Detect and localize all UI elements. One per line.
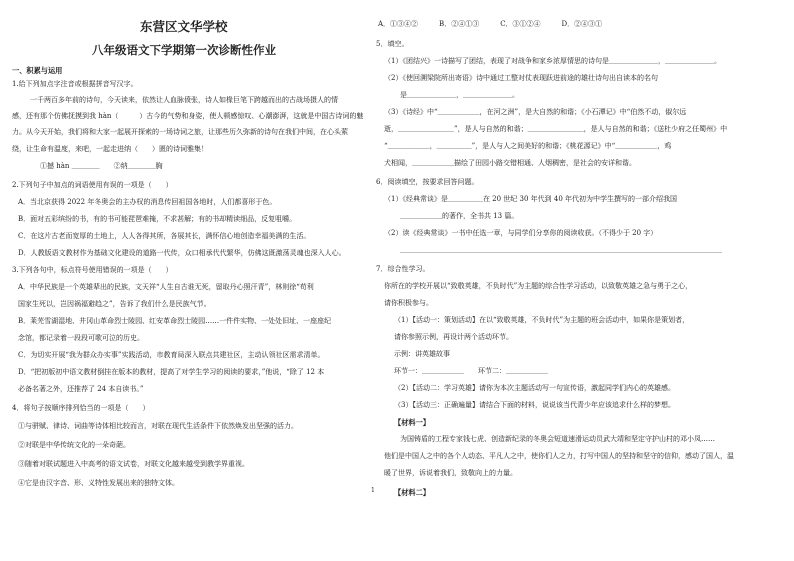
left-q3A: A．中华民族是一个英雄辈出的民族，文天祥“人生自古谁无死，留取丹心照汗青”，林则徐“苟利 bbox=[18, 283, 314, 291]
left-q2C: C．在这片古老而宽厚的土地上，人人各得其所，各展其长，满怀信心地创造幸福美满的生活。 bbox=[18, 232, 311, 240]
right-m1: 【材料一】 bbox=[394, 418, 430, 427]
left-q4: 4．将句子按顺序排列恰当的一项是（ ） bbox=[12, 404, 150, 412]
right-q7b: 请你积极参与。 bbox=[384, 299, 433, 307]
right-q5: 5．填空。 bbox=[376, 40, 409, 48]
right-q6a: （1）《经典常谈》是＿＿＿＿＿在 20 世纪 30 年代到 40 年代初为中学生撰写的一部介绍我国 bbox=[384, 195, 678, 203]
left-p3: 力。从今天开始，我们将和大家一起展开探索的一场诗词之旅，让那些历久弥新的诗句在我们中间，在心头萦 bbox=[12, 128, 348, 136]
page-number: 1 bbox=[371, 487, 375, 494]
left-q4b: ②对联是中华传统文化的一朵奇葩。 bbox=[18, 441, 130, 449]
school-title: 东营区文华学校 bbox=[140, 19, 228, 34]
right-q5b: （2）《使回溯梁院所出寄语》诗中通过工整对仗表现跃进前途的雄壮诗句出自读本的名句 bbox=[384, 74, 658, 82]
right-q7d: 请你参照示例，再设计两个活动环节。 bbox=[394, 333, 513, 341]
left-p2: 感，还有那个仿佛抚摸到我 hàn（ ）古今的气势和身姿，使人顿感惊叹、心潮澎湃，这就是中国古诗词的魅 bbox=[12, 112, 364, 120]
right-q5d: （3）《诗经》中“＿＿＿＿＿＿，在河之洲”，是大自然的和谐；《小石潭记》中“伯然不动，俶尔远 bbox=[384, 108, 687, 116]
right-q6: 6．阅读填空，按要求回答问题。 bbox=[376, 178, 479, 186]
left-q2B: B．面对五彩缤纷的书，有的书可能琵琶难掩，不求甚解；有的书却精读细品，反复咀嚼。 bbox=[18, 215, 297, 223]
left-q3D2: 必备名著之外，还推荐了 24 本自读书。” bbox=[18, 385, 144, 393]
left-q2: 2.下列句子中加点的词语使用有误的一项是（ ） bbox=[12, 181, 173, 189]
left-p1: 一千两百多年前的诗句，今天读来，依然让人血脉偾张，诗人如椽巨笔下跨越而出的古战场摄人的情 bbox=[30, 96, 338, 104]
left-q3B: B．莱芜雪湖湿地、井冈山革命烈士陵园、红安革命烈士陵园……一件件实物、一处处旧址、一座座纪 bbox=[18, 317, 332, 325]
right-q5e: 逝，＿＿＿＿＿＿＿＿”，是人与自然的和谐；＿＿＿＿＿＿＿＿，是人与自然的和谐；《送杜少府之任蜀州》中 bbox=[384, 125, 728, 133]
right-m1a: 为国铸盾的工程专家钱七虎、创造新纪录的冬奥会短道速滑运动员武大靖和坚定守护山村的邓小凤…… bbox=[400, 435, 715, 443]
right-q7h: （3）【活动三：正确遍量】请结合下面的材料，说说该当代青少年应该追求什么样的梦想。 bbox=[394, 401, 675, 409]
right-q6c: （2）读《经典常谈》一书中任选一章，与同学们分享你的阅读收获。（不得少于 20 字） bbox=[384, 229, 658, 237]
right-q7e: 示例：讲英雄故事 bbox=[394, 350, 450, 358]
right-q5f: “＿＿＿＿＿＿，＿＿＿＿＿”，是人与人之间美好的和谐；《桃花源记》中“＿＿＿＿＿＿，鸡 bbox=[384, 142, 672, 150]
left-q2D: D．人教版语文教材作为基础文化建设的道路一代传，众口相承代代繁华，仿佛这既激荡灵魂也深入人心。 bbox=[18, 249, 346, 257]
right-q7c: （1）【活动一：策划活动】在以“致敬英雄，不负时代”为主题的班会活动中，如果你是策划者， bbox=[394, 316, 690, 324]
right-m2: 【材料二】 bbox=[394, 488, 430, 497]
left-q1a: ①撼 hàn ＿＿＿＿ ②纳＿＿＿＿胸 bbox=[40, 162, 163, 170]
right-r4opts: A．①③④② B．②④①③ C．③①②④ D．②④③① bbox=[378, 20, 603, 28]
left-q4a: ①与骈赋、律诗、词曲等诗体相比较而言，对联在现代生活条件下依然焕发出坚强的活力。 bbox=[18, 422, 298, 430]
right-q7f: 环节一：＿＿＿＿＿＿ 环节二：＿＿＿＿＿＿ bbox=[394, 367, 548, 375]
right-m1c: 暖了世界，诉说着我们，致敬向上的力量。 bbox=[384, 469, 517, 477]
left-p4: 绕，让生命有温度，来吧，一起走进纳（ ）匮的诗词雅集！ bbox=[12, 145, 208, 153]
left-q3C: C．为切实开展“我为群众办实事”实践活动，市教育局深入联点共建社区，主动认领社区需求清单。 bbox=[18, 351, 325, 359]
right-q6b: ＿＿＿＿＿＿的著作，全书共 13 篇。 bbox=[400, 212, 519, 220]
exam-title: 八年级语文下学期第一次诊断性作业 bbox=[92, 43, 276, 57]
left-q3D: D．“把初版初中语文教材倒挂在版本的教材，提高了对学生学习的阅读的要求，”他说，“除了 12 本 bbox=[18, 368, 325, 376]
right-q5g: 犬相闻，＿＿＿＿＿＿描绘了田园小路交错相通、人烟稠密，是社会的安详和谐。 bbox=[384, 159, 636, 167]
right-q7g: （2）【活动二：学习英雄】请你为本次主题活动写一句宣传语，激起同学们内心的英雄感。 bbox=[394, 384, 675, 392]
left-q4d: ④它是由汉字音、形、义特性发展出来的独特文体。 bbox=[18, 479, 179, 487]
right-q7: 7．综合性学习。 bbox=[376, 265, 430, 273]
right-m1b: 他们是中国人之中的各个人动态、平凡人之中，使你们人之力，打写中国人的坚持和坚守的信仰，感动了国人，温 bbox=[384, 452, 734, 460]
right-q6d: ＿＿＿＿＿＿＿＿＿＿＿＿＿＿＿＿＿＿＿＿＿＿＿＿＿＿＿＿＿＿＿＿＿＿＿＿＿＿＿＿＿＿＿＿＿＿ bbox=[400, 246, 722, 254]
right-q5c: 是＿＿＿＿＿＿＿，＿＿＿＿＿＿＿。 bbox=[400, 91, 519, 99]
left-q3B2: 念馆，都记录着一段段可歌可泣的历史。 bbox=[18, 334, 144, 342]
left-q4c: ③随着对联试题进入中高考的语文试卷，对联文化越来越受到教学界重视。 bbox=[18, 460, 249, 468]
right-q5a: （1）《团结兴》一诗描写了团结，表现了对战争和家乡浓厚情思的诗句是＿＿＿＿＿＿＿，＿＿＿＿＿＿＿。 bbox=[384, 57, 721, 65]
left-q1: 1.给下列加点字注音或根据拼音写汉字。 bbox=[12, 80, 138, 88]
left-q3A2: 国家生死以，岂因祸福避趋之”，告诉了我们什么是民族气节。 bbox=[18, 300, 211, 308]
left-sec1: 一、积累与运用 bbox=[12, 66, 63, 75]
right-q7a: 你所在的学校开展以“致敬英雄，不负时代”为主题的综合性学习活动，以致敬英雄之急与勇于之心， bbox=[384, 282, 693, 290]
left-q3: 3.下列各句中，标点符号使用错误的一项是（ ） bbox=[12, 266, 173, 274]
left-q2A: A．当北京获得 2022 年冬奥会的主办权的消息传回祖国各地时，人们都喜形于色。 bbox=[18, 198, 277, 206]
